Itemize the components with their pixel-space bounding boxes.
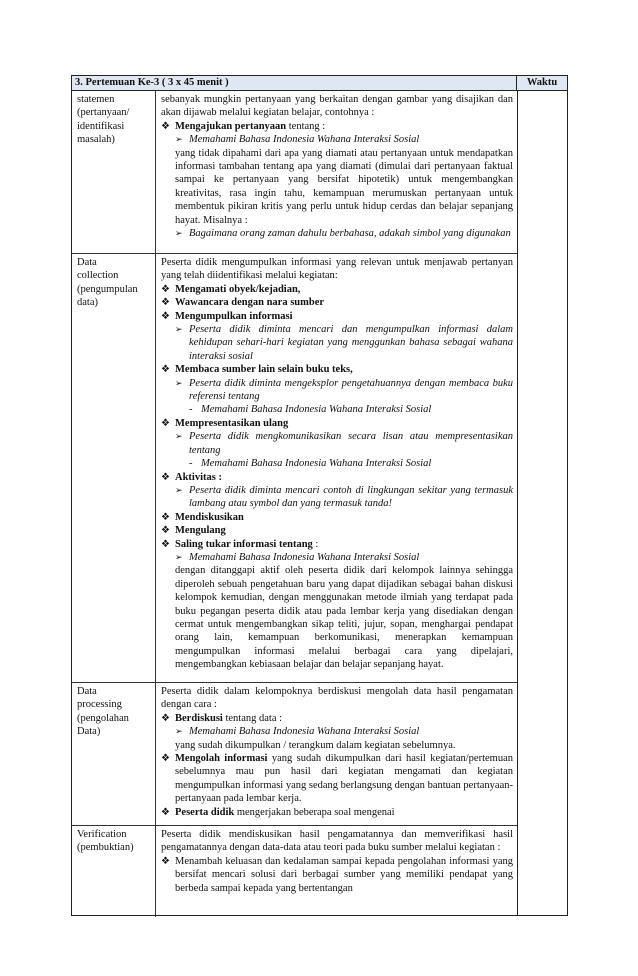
bullet-bold: Mengulang xyxy=(175,525,226,537)
diamond-bullet-icon: ❖ xyxy=(161,120,170,132)
bullet-item xyxy=(161,310,513,323)
content-column xyxy=(72,91,518,915)
bullet-bold: Mengamati obyek/kejadian, xyxy=(175,283,301,295)
sub-bullet-text: Peserta didik diminta mencari contoh di lingkungan sekitar yang termasuk lambang atau symbol dan yang termasuk tanda! xyxy=(189,484,513,510)
intro-text: Peserta didik mendiskusikan hasil pengamatannya dan memverifikasi hasil pengamatannya dengan data-data atau teori pada buku sumber melalui kegiatan : xyxy=(161,829,513,854)
diamond-bullet-icon: ❖ xyxy=(161,525,170,537)
section-label xyxy=(72,254,156,682)
waktu-header: Waktu xyxy=(526,77,558,88)
table-body xyxy=(71,91,568,916)
diamond-bullet-icon: ❖ xyxy=(161,753,170,765)
bullet-bold: Mengumpulkan informasi xyxy=(175,310,293,322)
sub-bullet-item xyxy=(161,377,513,404)
section-content xyxy=(156,254,517,682)
bullet-item xyxy=(161,283,513,296)
section-problem-statement xyxy=(72,91,517,253)
label-line: processing xyxy=(77,699,122,711)
sub-bullet-text: Memahami Bahasa Indonesia Wahana Interaksi Sosial xyxy=(189,134,420,146)
dash-item xyxy=(161,457,513,470)
arrow-bullet-icon: ➢ xyxy=(175,431,183,442)
section-label xyxy=(72,91,156,253)
label-line: (pengolahan xyxy=(77,712,129,724)
bullet-item xyxy=(161,752,513,806)
bullet-item xyxy=(161,712,513,725)
sub-bullet-text: Memahami Bahasa Indonesia Wahana Interaksi Sosial xyxy=(189,726,420,738)
bullet-item xyxy=(161,471,513,484)
arrow-bullet-icon: ➢ xyxy=(175,377,183,388)
sub-bullet-text: Memahami Bahasa Indonesia Wahana Interaksi Sosial xyxy=(189,551,420,563)
waktu-column xyxy=(518,91,567,915)
section-data-collection xyxy=(72,253,517,682)
bullet-bold: Mengolah informasi xyxy=(175,753,268,765)
bullet-bold: Peserta didik xyxy=(175,806,235,818)
sub-bullet-text: Peserta didik diminta mencari dan mengumpulkan informasi dalam kehidupan sehari-hari kegiatan yang menggunkan bahasa sebagai wahana interaksi sosial xyxy=(189,324,513,362)
diamond-bullet-icon: ❖ xyxy=(161,471,170,483)
arrow-bullet-icon: ➢ xyxy=(175,228,183,239)
bullet-text: yang sudah dikumpulkan dari hasil kegiatan/pertemuan sebelumnya mau pun hasil dari kegiatan mengamati dan kegiatan mengumpulkan informasi yang sedang berlangsung dengan bantuan pertanyaan-pertanyaan pada lembar kerja. xyxy=(175,753,513,805)
bullet-text: tentang : xyxy=(286,120,326,132)
label-line: statemen xyxy=(77,94,115,105)
diamond-bullet-icon: ❖ xyxy=(161,511,170,523)
diamond-bullet-icon: ❖ xyxy=(161,806,170,818)
bullet-bold: Mengajukan pertanyaan xyxy=(175,120,287,132)
diamond-bullet-icon: ❖ xyxy=(161,283,170,295)
diamond-bullet-icon: ❖ xyxy=(161,310,170,322)
bullet-item xyxy=(161,417,513,430)
bullet-bold: Saling tukar informasi tentang xyxy=(175,538,313,550)
label-line: Data xyxy=(77,686,97,697)
lesson-plan-table xyxy=(71,75,568,916)
sub-bullet-item xyxy=(161,227,513,240)
meeting-title: 3. Pertemuan Ke-3 ( 3 x 45 menit ) xyxy=(72,76,517,90)
diamond-bullet-icon: ❖ xyxy=(161,364,170,376)
section-content xyxy=(156,826,517,917)
bullet-text: tentang data : xyxy=(222,712,283,724)
dash-bullet: - xyxy=(189,458,193,470)
bullet-item xyxy=(161,806,513,819)
dash-bullet: - xyxy=(189,404,193,416)
label-line: Data) xyxy=(77,726,101,738)
arrow-bullet-icon: ➢ xyxy=(175,324,183,335)
label-line: identifikasi xyxy=(77,120,125,132)
dash-item xyxy=(161,403,513,416)
label-line: masalah) xyxy=(77,134,115,146)
arrow-bullet-icon: ➢ xyxy=(175,134,183,145)
bullet-item xyxy=(161,524,513,537)
section-label xyxy=(72,826,156,917)
arrow-bullet-icon: ➢ xyxy=(175,484,183,495)
label-line: (pengumpulan xyxy=(77,283,138,295)
sub-bullet-item xyxy=(161,725,513,738)
label-line: data) xyxy=(77,297,98,309)
note-text: yang sudah dikumpulkan / terangkum dalam kegiatan sebelumnya. xyxy=(175,739,456,751)
bullet-item xyxy=(161,855,513,895)
diamond-bullet-icon: ❖ xyxy=(161,712,170,724)
bullet-bold: Mempresentasikan ulang xyxy=(175,417,289,429)
section-content xyxy=(156,91,517,253)
section-content xyxy=(156,683,517,825)
paragraph: yang tidak dipahami dari apa yang diamati atau pertanyaan untuk mendapatkan informasi tambahan tentang apa yang diamati (dimulai dari pertanyaan faktual sampai ke pertanyaan yang bersifat hipotetik) untuk mengembangkan kreativitas, rasa ingin tahu, kemampuan merumuskan pertanyaan untuk membentuk pikiran kritis yang perlu untuk hidup cerdas dan belajar sepanjang hayat. Misalnya : xyxy=(175,147,513,226)
bullet-bold: Mendiskusikan xyxy=(175,511,244,523)
sub-bullet-item xyxy=(161,484,513,511)
section-data-processing xyxy=(72,682,517,825)
diamond-bullet-icon: ❖ xyxy=(161,538,170,550)
sub-bullet-item xyxy=(161,551,513,564)
paragraph: dengan ditanggapi aktif oleh peserta didik dari kelompok lainnya sehingga diperoleh sebuah pengetahuan baru yang dapat dijadikan sebagai bahan diskusi kelompok kemudian, dengan menggunakan metode ilmiah yang terdapat pada buku pegangan peserta didik atau pada lembar kerja yang disediakan dengan cermat untuk mengembangkan sikap teliti, jujur, sopan, menghargai pendapat orang lain, kemampuan berkomunikasi, menerapkan kemampuan mengumpulkan informasi melalui berbagai cara yang dipelajari, mengembangkan kebiasaan belajar dan belajar sepanjang hayat. xyxy=(175,565,513,671)
diamond-bullet-icon: ❖ xyxy=(161,855,170,867)
section-label xyxy=(72,683,156,825)
intro-text: Peserta didik mengumpulkan informasi yang relevan untuk menjawab pertanyan yang telah diidentifikasi melalui kegiatan: xyxy=(161,257,513,282)
bullet-text: : xyxy=(312,538,319,550)
label-line: Verification xyxy=(77,829,127,840)
dash-text: Memahami Bahasa Indonesia Wahana Interaksi Sosial xyxy=(201,458,432,470)
bullet-bold: Membaca sumber lain selain buku teks, xyxy=(175,364,353,376)
label-line: (pertanyaan/ xyxy=(77,107,130,119)
bullet-text: Menambah keluasan dan kedalaman sampai kepada pengolahan informasi yang bersifat mencari solusi dari berbagai sumber yang memiliki pendapat yang berbeda sampai kepada yang bertentangan xyxy=(175,855,513,894)
label-line: collection xyxy=(77,270,119,282)
sub-bullet-item xyxy=(161,133,513,146)
bullet-item xyxy=(161,120,513,133)
bullet-item xyxy=(161,363,513,376)
arrow-bullet-icon: ➢ xyxy=(175,726,183,737)
bullet-bold: Aktivitas : xyxy=(175,471,222,483)
sub-bullet-text: Peserta didik diminta mengeksplor pengetahuannya dengan membaca buku referensi tentang xyxy=(189,377,513,403)
bullet-bold: Berdiskusi xyxy=(175,712,223,724)
intro-text: sebanyak mungkin pertanyaan yang berkaitan dengan gambar yang disajikan dan akan dijawab melalui kegiatan belajar, contohnya : xyxy=(161,94,513,119)
bullet-item xyxy=(161,538,513,551)
sub-bullet-text: Peserta didik mengkomunikasikan secara lisan atau mempresentasikan tentang xyxy=(189,431,513,456)
arrow-bullet-icon: ➢ xyxy=(175,551,183,562)
section-verification xyxy=(72,825,517,917)
diamond-bullet-icon: ❖ xyxy=(161,297,170,309)
bullet-item xyxy=(161,511,513,524)
table-header xyxy=(71,75,568,91)
bullet-bold: Wawancara dengan nara sumber xyxy=(175,297,325,309)
label-line: Data xyxy=(77,257,97,268)
sub-bullet-item xyxy=(161,323,513,363)
sub-bullet-item xyxy=(161,430,513,457)
bullet-text: mengerjakan beberapa soal mengenai xyxy=(234,806,395,818)
label-line: (pembuktian) xyxy=(77,842,134,854)
diamond-bullet-icon: ❖ xyxy=(161,417,170,429)
sub-bullet-text: Bagaimana orang zaman dahulu berbahasa, adakah simbol yang digunakan xyxy=(189,228,511,240)
bullet-item xyxy=(161,296,513,309)
intro-text: Peserta didik dalam kelompoknya berdiskusi mengolah data hasil pengamatan dengan cara : xyxy=(161,686,513,711)
dash-text: Memahami Bahasa Indonesia Wahana Interaksi Sosial xyxy=(201,404,432,416)
